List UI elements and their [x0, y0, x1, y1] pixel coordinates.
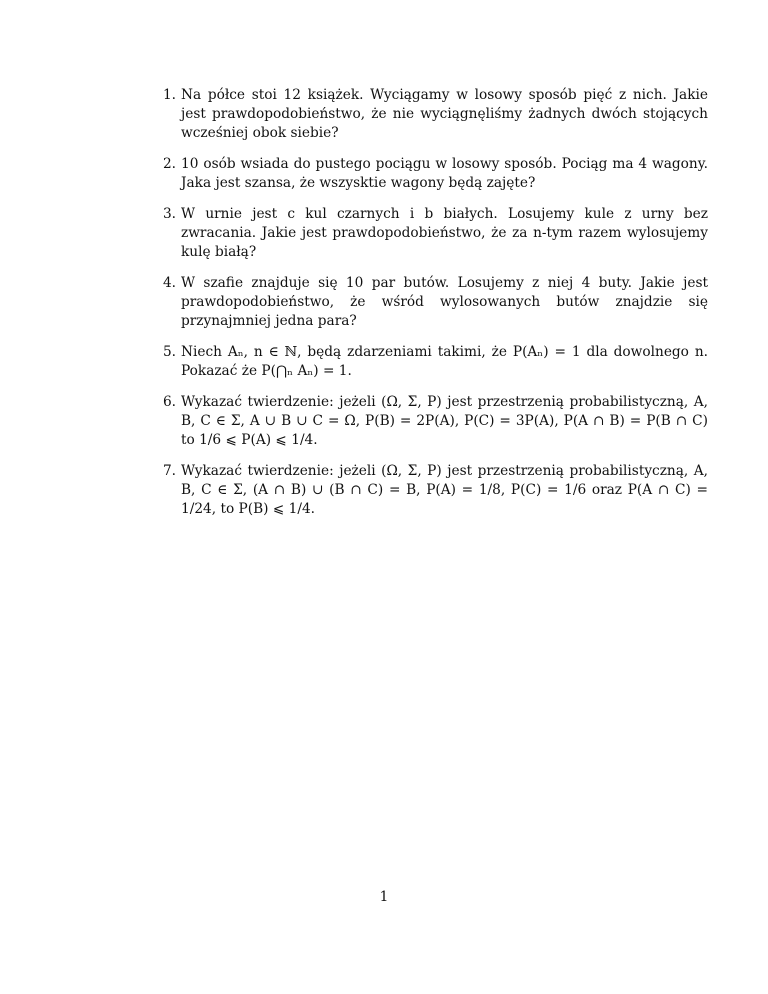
problem-item	[148, 86, 708, 143]
problem-list	[148, 86, 708, 531]
problem-number: 1.	[162, 87, 176, 103]
problem-number: 5.	[162, 344, 176, 360]
problem-item	[148, 462, 708, 519]
problem-text: Wykazać twierdzenie: jeżeli (Ω, Σ, P) jest przestrzenią probabilistyczną, A, B, C ∈ Σ, A ∪ B ∪ C = Ω, P(B) = 2P(A), P(C) = 3P(A), P(A ∩ B) = P(B ∩ C) to 1/6 ⩽ P(A) ⩽ 1/4.	[181, 394, 708, 448]
problem-text: W szafie znajduje się 10 par butów. Losujemy z niej 4 buty. Jakie jest prawdopodobieństwo, że wśród wylosowanych butów znajdzie się przynajmniej jedna para?	[181, 275, 708, 329]
problem-item	[148, 155, 708, 193]
problem-number: 7.	[162, 463, 176, 479]
problem-item	[148, 343, 708, 381]
problem-text: Na półce stoi 12 książek. Wyciągamy w losowy sposób pięć z nich. Jakie jest prawdopodobieństwo, że nie wyciągnęliśmy żadnych dwóch stojących wcześniej obok siebie?	[181, 87, 708, 141]
problem-number: 2.	[162, 156, 176, 172]
page-number: 1	[379, 889, 389, 905]
problem-item	[148, 205, 708, 262]
problem-text: 10 osób wsiada do pustego pociągu w losowy sposób. Pociąg ma 4 wagony. Jaka jest szansa, że wszysktie wagony będą zajęte?	[181, 156, 708, 191]
problem-item	[148, 393, 708, 450]
problem-number: 4.	[162, 275, 176, 291]
problem-number: 6.	[162, 394, 176, 410]
problem-text: Niech Aₙ, n ∈ ℕ, będą zdarzeniami takimi, że P(Aₙ) = 1 dla dowolnego n. Pokazać że P(⋂ₙ Aₙ) = 1.	[181, 344, 708, 379]
problem-text: W urnie jest c kul czarnych i b białych. Losujemy kule z urny bez zwracania. Jakie jest prawdopodobieństwo, że za n-tym razem wylosujemy kulę białą?	[181, 206, 708, 260]
problem-number: 3.	[162, 206, 176, 222]
problem-text: Wykazać twierdzenie: jeżeli (Ω, Σ, P) jest przestrzenią probabilistyczną, A, B, C ∈ Σ, (A ∩ B) ∪ (B ∩ C) = B, P(A) = 1/8, P(C) = 1/6 oraz P(A ∩ C) = 1/24, to P(B) ⩽ 1/4.	[181, 463, 708, 517]
problem-item	[148, 274, 708, 331]
